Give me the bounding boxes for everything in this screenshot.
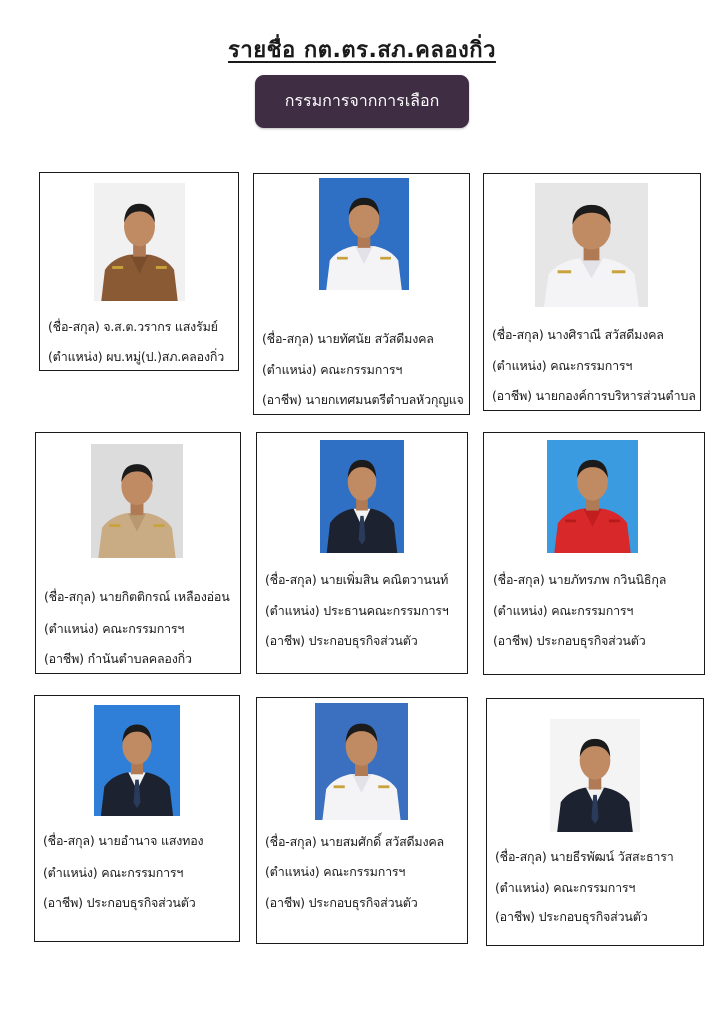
shoulder-board-left (337, 257, 348, 260)
member-photo (94, 705, 180, 816)
member-name: (ชื่อ-สกุล) นายเพิ่มสิน คณิตวานนท์ (265, 572, 449, 587)
member-name: (ชื่อ-สกุล) นายภัทรภพ กวินนิธิกุล (493, 572, 667, 587)
section-label: กรรมการจากการเลือก (255, 75, 469, 128)
member-occupation: (อาชีพ) นายกองค์การบริหารส่วนตำบล (492, 388, 696, 403)
member-position: (ตำแหน่ง) ผบ.หมู่(ป.)สภ.คลองกิ่ว (48, 349, 225, 364)
member-occupation: (อาชีพ) ประกอบธุรกิจส่วนตัว (495, 909, 648, 924)
member-occupation: (อาชีพ) ประกอบธุรกิจส่วนตัว (265, 633, 418, 648)
shoulder-board-right (380, 257, 391, 260)
shoulder-board-right (609, 520, 620, 523)
member-photo (550, 719, 640, 832)
portrait-graphic (91, 444, 183, 558)
member-name: (ชื่อ-สกุล) นายสมศักดิ์ สวัสดีมงคล (265, 834, 444, 849)
member-occupation: (อาชีพ) กำนันตำบลคลองกิ่ว (44, 651, 192, 666)
page-title: รายชื่อ กต.ตร.สภ.คลองกิ่ว (228, 38, 496, 63)
member-position: (ตำแหน่ง) คณะกรรมการฯ (44, 621, 185, 636)
member-occupation: (อาชีพ) ประกอบธุรกิจส่วนตัว (43, 895, 196, 910)
portrait-graphic (535, 183, 648, 307)
shoulder-board-left (112, 266, 123, 269)
portrait-graphic (547, 440, 638, 553)
portrait-graphic (94, 183, 185, 301)
member-name: (ชื่อ-สกุล) นางศิราณี สวัสดีมงคล (492, 327, 664, 342)
shoulder-board-right (378, 785, 389, 788)
shoulder-board-left (558, 270, 572, 273)
member-name: (ชื่อ-สกุล) จ.ส.ต.วรากร แสงรัมย์ (48, 319, 218, 334)
member-position: (ตำแหน่ง) คณะกรรมการฯ (262, 362, 403, 377)
member-position: (ตำแหน่ง) คณะกรรมการฯ (43, 865, 184, 880)
shoulder-board-right (612, 270, 626, 273)
member-name: (ชื่อ-สกุล) นายอำนาจ แสงทอง (43, 833, 204, 848)
shoulder-board-right (154, 524, 165, 527)
member-photo (94, 183, 185, 301)
member-name: (ชื่อ-สกุล) นายกิตติกรณ์ เหลืองอ่อน (44, 589, 230, 604)
portrait-graphic (319, 178, 409, 290)
member-occupation: (อาชีพ) ประกอบธุรกิจส่วนตัว (493, 633, 646, 648)
member-position: (ตำแหน่ง) คณะกรรมการฯ (495, 880, 636, 895)
member-photo (91, 444, 183, 558)
member-occupation: (อาชีพ) ประกอบธุรกิจส่วนตัว (265, 895, 418, 910)
portrait-graphic (94, 705, 180, 816)
portrait-graphic (315, 703, 408, 820)
member-position: (ตำแหน่ง) คณะกรรมการฯ (493, 603, 634, 618)
member-photo (319, 178, 409, 290)
portrait-graphic (550, 719, 640, 832)
member-photo (547, 440, 638, 553)
member-position: (ตำแหน่ง) คณะกรรมการฯ (265, 864, 406, 879)
shoulder-board-right (156, 266, 167, 269)
member-photo (320, 440, 404, 553)
member-position: (ตำแหน่ง) ประธานคณะกรรมการฯ (265, 603, 449, 618)
member-name: (ชื่อ-สกุล) นายธีรพัฒน์ วัสสะธารา (495, 849, 674, 864)
portrait-graphic (320, 440, 404, 553)
member-occupation: (อาชีพ) นายกเทศมนตรีตำบลหัวกุญแจ (262, 392, 464, 407)
member-position: (ตำแหน่ง) คณะกรรมการฯ (492, 358, 633, 373)
member-name: (ชื่อ-สกุล) นายทัศนัย สวัสดีมงคล (262, 331, 434, 346)
shoulder-board-left (334, 785, 345, 788)
shoulder-board-left (109, 524, 120, 527)
member-photo (535, 183, 648, 307)
member-photo (315, 703, 408, 820)
shoulder-board-left (565, 520, 576, 523)
